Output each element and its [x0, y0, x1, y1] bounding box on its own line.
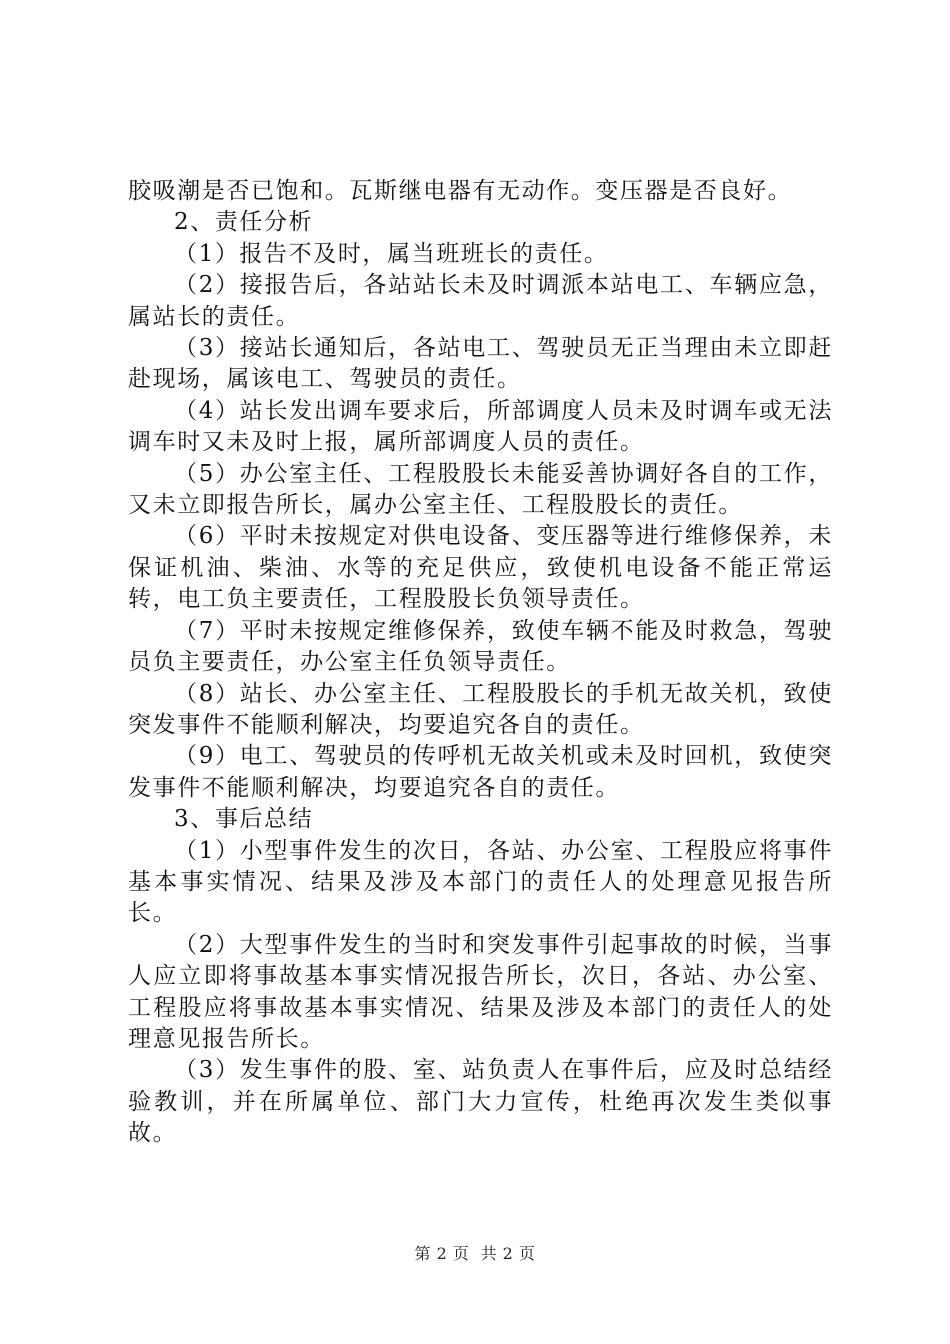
paragraph: （2）接报告后，各站站长未及时调派本站电工、车辆应急，属站长的责任。 — [128, 272, 833, 330]
paragraph: （6）平时未按规定对供电设备、变压器等进行维修保养，未保证机油、柴油、水等的充足供应，致使机电设备不能正常运转，电工负主要责任，工程股股长负领导责任。 — [128, 523, 833, 613]
paragraph: （3）发生事件的股、室、站负责人在事件后，应及时总结经验教训，并在所属单位、部门大力宣传，杜绝再次发生类似事故。 — [128, 1057, 833, 1147]
paragraph: （1）报告不及时，属当班班长的责任。 — [174, 240, 609, 267]
paragraph: （4）站长发出调车要求后，所部调度人员未及时调车或无法调车时又未及时上报，属所部调度人员的责任。 — [128, 397, 833, 456]
paragraph: （9）电工、驾驶员的传呼机无故关机或未及时回机，致使突发事件不能顺利解决，均要追究各自的责任。 — [128, 743, 833, 801]
page-footer — [0, 1241, 950, 1264]
paragraph: 胶吸潮是否已饱和。瓦斯继电器有无动作。变压器是否良好。 — [128, 178, 793, 204]
paragraph: （3）接站长通知后，各站电工、驾驶员无正当理由未立即赶赴现场，属该电工、驾驶员的责任。 — [128, 335, 833, 393]
paragraph: （7）平时未按规定维修保养，致使车辆不能及时救急，驾驶员负主要责任，办公室主任负领导责任。 — [128, 617, 833, 676]
section-heading: 3、事后总结 — [174, 806, 314, 833]
document-body — [128, 176, 833, 1150]
paragraph: （1）小型事件发生的次日，各站、办公室、工程股应将事件基本事实情况、结果及涉及本部门的责任人的处理意见报告所长。 — [128, 837, 833, 927]
paragraph: （8）站长、办公室主任、工程股股长的手机无故关机，致使突发事件不能顺利解决，均要追究各自的责任。 — [128, 680, 833, 738]
page-number: 第 2 页 共 2 页 — [414, 1244, 536, 1263]
section-heading: 2、责任分析 — [174, 209, 314, 236]
paragraph: （2）大型事件发生的当时和突发事件引起事故的时候，当事人应立即将事故基本事实情况报告所长，次日，各站、办公室、工程股应将事故基本事实情况、结果及涉及本部门的责任人的处理意见报告所长。 — [128, 931, 833, 1052]
paragraph: （5）办公室主任、工程股股长未能妥善协调好各自的工作，又未立即报告所长，属办公室主任、工程股股长的责任。 — [128, 460, 833, 519]
